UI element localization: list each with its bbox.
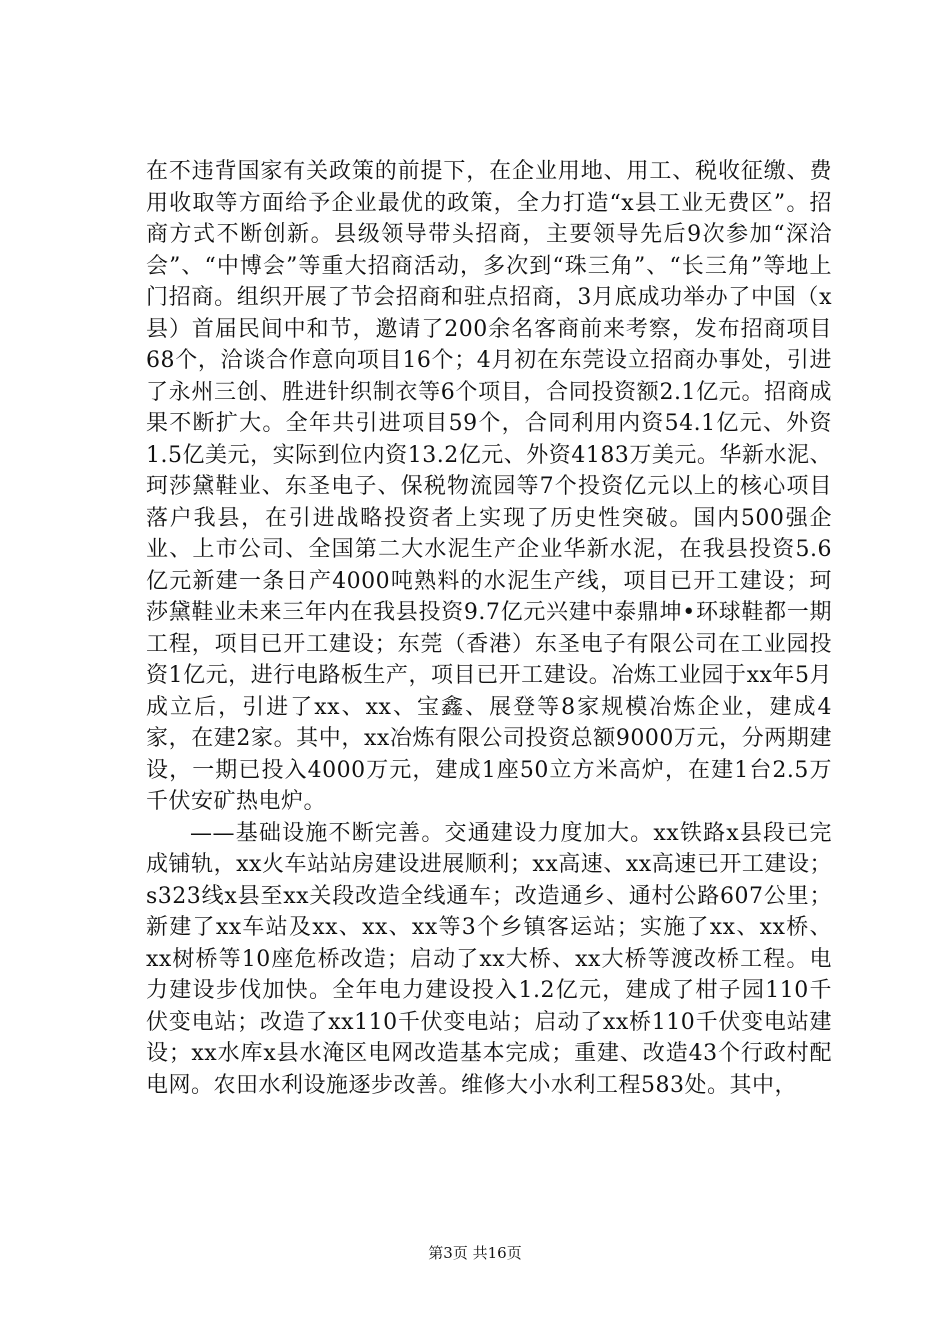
paragraph-infrastructure: ——基础设施不断完善。交通建设力度加大。xx铁路x县段已完成铺轨，xx火车站站房建设进展顺利；xx高速、xx高速已开工建设；s323线x县至xx关段改造全线通车；改造通乡、通村公路607公里；新建了xx车站及xx、xx、xx等3个乡镇客运站；实施了xx、xx桥、xx树桥等10座危桥改造；启动了xx大桥、xx大桥等渡改桥工程。电力建设步伐加快。全年电力建设投入1.2亿元，建成了柑子园110千伏变电站；改造了xx110千伏变电站；启动了xx桥110千伏变电站建设；xx水库x县水淹区电网改造基本完成；重建、改造43个行政村配电网。农田水利设施逐步改善。维修大小水利工程583处。其中， (146, 820, 832, 1098)
document-body (146, 156, 832, 1101)
paragraph-investment: 在不违背国家有关政策的前提下，在企业用地、用工、税收征缴、费用收取等方面给予企业最优的政策，全力打造“x县工业无费区”。招商方式不断创新。县级领导带头招商，主要领导先后9次参加“深洽会”、“中博会”等重大招商活动，多次到“珠三角”、“长三角”等地上门招商。组织开展了节会招商和驻点招商，3月底成功举办了中国（x县）首届民间中和节，邀请了200余名客商前来考察，发布招商项目68个，洽谈合作意向项目16个；4月初在东莞设立招商办事处，引进了永州三创、胜进针织制衣等6个项目，合同投资额2.1亿元。招商成果不断扩大。全年共引进项目59个，合同利用内资54.1亿元、外资1.5亿美元，实际到位内资13.2亿元、外资4183万美元。华新水泥、珂莎黛鞋业、东圣电子、保税物流园等7个投资亿元以上的核心项目落户我县，在引进战略投资者上实现了历史性突破。国内500强企业、上市公司、全国第二大水泥生产企业华新水泥，在我县投资5.6亿元新建一条日产4000吨熟料的水泥生产线，项目已开工建设；珂莎黛鞋业未来三年内在我县投资9.7亿元兴建中泰鼎坤•环球鞋都一期工程，项目已开工建设；东莞（香港）东圣电子有限公司在工业园投资1亿元，进行电路板生产，项目已开工建设。冶炼工业园于xx年5月成立后，引进了xx、xx、宝鑫、展登等8家规模冶炼企业，建成4家，在建2家。其中，xx冶炼有限公司投资总额9000万元，分两期建设，一期已投入4000万元，建成1座50立方米高炉，在建1台2.5万千伏安矿热电炉。 (146, 159, 832, 814)
page-number-footer: 第3页 共16页 (428, 1244, 522, 1262)
